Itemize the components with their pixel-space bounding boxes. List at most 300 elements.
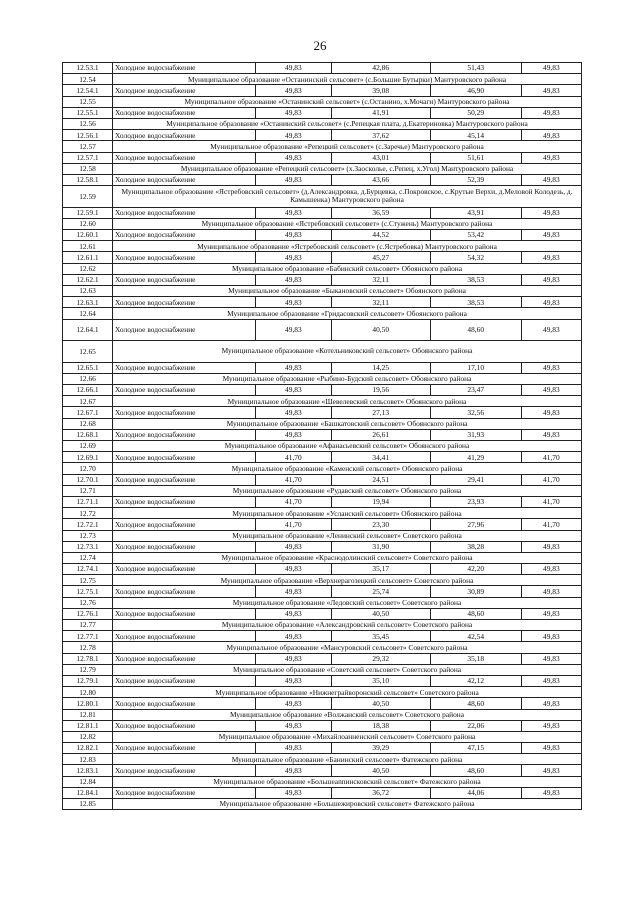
tariff-value-3: 48,60 [430,608,521,619]
tariff-value-3: 38,53 [430,297,521,308]
tariff-value-4: 49,83 [521,608,581,619]
service-name: Холодное водоснабжение [113,496,256,507]
municipality-title: Муниципальное образование «Бабинский сельсовет» Обоянского района [113,263,582,274]
tariff-value-2: 42,86 [331,63,430,74]
municipality-header-row [63,731,582,742]
municipality-title: Муниципальное образование «Шевелевский сельсовет» Обоянского района [113,396,582,407]
row-number: 12.57.1 [63,152,113,163]
table-row [63,274,582,285]
tariff-value-3: 45,14 [430,130,521,141]
municipality-header-row [63,74,582,85]
tariff-value-3: 41,29 [430,452,521,463]
row-number: 12.82.1 [63,743,113,754]
row-number: 12.84 [63,776,113,787]
tariff-value-1: 49,83 [256,174,332,185]
table-row [63,230,582,241]
table-row [63,720,582,731]
tariff-value-2: 43,01 [331,152,430,163]
tariff-value-3: 31,93 [430,429,521,440]
table-row [63,174,582,185]
municipality-title: Муниципальное образование «Усланский сельсовет» Обоянского района [113,508,582,519]
municipality-title: Муниципальное образование «Афанасьевский сельсовет» Обоянского района [113,441,582,452]
tariff-value-3: 43,91 [430,207,521,218]
service-name: Холодное водоснабжение [113,452,256,463]
service-name: Холодное водоснабжение [113,586,256,597]
tariff-value-1: 49,83 [256,429,332,440]
table-row [63,85,582,96]
tariff-value-2: 19,94 [331,496,430,507]
municipality-header-row [63,799,582,810]
tariff-value-2: 40,50 [331,765,430,776]
tariff-value-1: 49,83 [256,85,332,96]
row-number: 12.77 [63,620,113,631]
tariff-value-1: 49,83 [256,252,332,263]
service-name: Холодное водоснабжение [113,698,256,709]
municipality-title: Муниципальное образование «Мансуровский сельсовет» Советского района [113,642,582,653]
table-row [63,675,582,686]
table-row [63,63,582,74]
municipality-title: Муниципальное образование «Репецкий сельсовет» (х.Заосколье, с.Репец, х.Угол) Мантуровского района [113,163,582,174]
tariff-value-2: 45,27 [331,252,430,263]
tariff-value-2: 44,52 [331,230,430,241]
table-row [63,252,582,263]
tariff-value-1: 49,83 [256,63,332,74]
table-row [63,152,582,163]
tariff-value-1: 49,83 [256,107,332,118]
municipality-header-row [63,163,582,174]
row-number: 12.71.1 [63,496,113,507]
table-row [63,564,582,575]
tariff-value-4: 49,83 [521,297,581,308]
table-row [63,319,582,341]
tariff-value-4: 49,83 [521,385,581,396]
municipality-header-row [63,664,582,675]
tariff-value-1: 49,83 [256,743,332,754]
service-name: Холодное водоснабжение [113,319,256,341]
municipality-header-row [63,463,582,474]
tariff-value-1: 49,83 [256,541,332,552]
row-number: 12.83 [63,754,113,765]
row-number: 12.69.1 [63,452,113,463]
tariff-value-1: 49,83 [256,385,332,396]
municipality-header-row [63,575,582,586]
municipality-title: Муниципальное образование «Башкатовский сельсовет» Обоянского района [113,418,582,429]
table-row [63,130,582,141]
municipality-title: Муниципальное образование «Большежировский сельсовет» Фатежского района [113,799,582,810]
tariff-value-2: 35,17 [331,564,430,575]
municipality-header-row [63,218,582,229]
tariff-table-body [63,63,582,810]
tariff-value-3: 42,20 [430,564,521,575]
table-row [63,787,582,798]
tariff-value-2: 29,32 [331,653,430,664]
table-row [63,519,582,530]
row-number: 12.80.1 [63,698,113,709]
municipality-title: Муниципальное образование «Ястребовский сельсовет» (д.Александровка, д.Бурцевка, с.Покровское, с.Крутые Верхи, д.Меловой Колодезь, д. Камышенка) Мантуровского района [113,186,582,208]
row-number: 12.60.1 [63,230,113,241]
service-name: Холодное водоснабжение [113,274,256,285]
row-number: 12.54 [63,74,113,85]
tariff-value-2: 35,10 [331,675,430,686]
tariff-value-2: 39,08 [331,85,430,96]
row-number: 12.66 [63,373,113,384]
municipality-title: Муниципальное образование «Волжанский сельсовет» Советского района [113,709,582,720]
municipality-header-row [63,186,582,208]
row-number: 12.53.1 [63,63,113,74]
tariff-value-4: 49,83 [521,698,581,709]
table-row [63,653,582,664]
municipality-title: Муниципальное образование «Ястребовский сельсовет» (с.Стужень) Мантуровского района [113,218,582,229]
tariff-value-3: 29,41 [430,474,521,485]
row-number: 12.63.1 [63,297,113,308]
row-number: 12.73 [63,530,113,541]
municipality-title: Муниципальное образование «Ленинский сельсовет» Советского района [113,530,582,541]
tariff-value-3: 50,29 [430,107,521,118]
tariff-value-2: 32,11 [331,274,430,285]
tariff-value-1: 41,70 [256,452,332,463]
row-number: 12.84.1 [63,787,113,798]
tariff-value-1: 49,83 [256,787,332,798]
tariff-value-1: 49,83 [256,720,332,731]
row-number: 12.79 [63,664,113,675]
tariff-value-1: 49,83 [256,698,332,709]
tariff-value-1: 49,83 [256,319,332,341]
municipality-header-row [63,530,582,541]
municipality-title: Муниципальное образование «Репецкий сельсовет» (с.Заречье) Мантуровского района [113,141,582,152]
municipality-header-row [63,642,582,653]
tariff-value-1: 49,83 [256,152,332,163]
service-name: Холодное водоснабжение [113,407,256,418]
row-number: 12.75.1 [63,586,113,597]
row-number: 12.61.1 [63,252,113,263]
row-number: 12.78.1 [63,653,113,664]
municipality-header-row [63,418,582,429]
tariff-value-4: 49,83 [521,130,581,141]
tariff-value-2: 36,72 [331,787,430,798]
row-number: 12.68.1 [63,429,113,440]
municipality-title: Муниципальное образование «Советский сельсовет» Советского района [113,664,582,675]
tariff-value-4: 49,83 [521,653,581,664]
table-row [63,631,582,642]
tariff-value-3: 30,89 [430,586,521,597]
service-name: Холодное водоснабжение [113,130,256,141]
row-number: 12.75 [63,575,113,586]
tariff-value-4: 41,70 [521,452,581,463]
tariff-value-3: 48,60 [430,698,521,709]
tariff-value-1: 49,83 [256,653,332,664]
row-number: 12.56 [63,118,113,129]
service-name: Холодное водоснабжение [113,541,256,552]
tariff-value-4: 41,70 [521,474,581,485]
tariff-value-3: 48,60 [430,319,521,341]
tariff-value-4: 41,70 [521,519,581,530]
tariff-value-2: 31,90 [331,541,430,552]
municipality-header-row [63,96,582,107]
tariff-table [62,62,582,810]
tariff-value-2: 24,51 [331,474,430,485]
service-name: Холодное водоснабжение [113,720,256,731]
service-name: Холодное водоснабжение [113,297,256,308]
municipality-title: Муниципальное образование «Нижнеграйворонский сельсовет» Советского района [113,687,582,698]
row-number: 12.79.1 [63,675,113,686]
tariff-value-2: 35,45 [331,631,430,642]
service-name: Холодное водоснабжение [113,631,256,642]
municipality-header-row [63,263,582,274]
tariff-value-3: 52,39 [430,174,521,185]
row-number: 12.76 [63,597,113,608]
tariff-value-1: 49,83 [256,564,332,575]
tariff-value-4: 49,83 [521,174,581,185]
table-row [63,362,582,373]
municipality-header-row [63,687,582,698]
tariff-value-4: 49,83 [521,541,581,552]
row-number: 12.74 [63,552,113,563]
tariff-value-4: 41,70 [521,496,581,507]
row-number: 12.82 [63,731,113,742]
table-row [63,743,582,754]
row-number: 12.61 [63,241,113,252]
tariff-value-3: 42,12 [430,675,521,686]
tariff-value-2: 39,29 [331,743,430,754]
row-number: 12.81.1 [63,720,113,731]
tariff-value-3: 44,06 [430,787,521,798]
tariff-value-1: 49,83 [256,765,332,776]
service-name: Холодное водоснабжение [113,252,256,263]
row-number: 12.73.1 [63,541,113,552]
tariff-value-1: 49,83 [256,631,332,642]
tariff-value-3: 54,32 [430,252,521,263]
row-number: 12.64.1 [63,319,113,341]
table-row [63,452,582,463]
row-number: 12.62.1 [63,274,113,285]
tariff-value-2: 37,62 [331,130,430,141]
tariff-value-3: 51,61 [430,152,521,163]
municipality-header-row [63,552,582,563]
tariff-value-1: 49,83 [256,608,332,619]
municipality-title: Муниципальное образование «Котельниковский сельсовет» Обоянского района [113,341,582,363]
row-number: 12.72.1 [63,519,113,530]
tariff-value-3: 35,18 [430,653,521,664]
table-row [63,608,582,619]
municipality-header-row [63,485,582,496]
service-name: Холодное водоснабжение [113,474,256,485]
row-number: 12.81 [63,709,113,720]
tariff-value-2: 32,11 [331,297,430,308]
tariff-value-1: 49,83 [256,207,332,218]
row-number: 12.56.1 [63,130,113,141]
tariff-value-2: 40,50 [331,698,430,709]
municipality-title: Муниципальное образование «Верхнерагозецкий сельсовет» Советского района [113,575,582,586]
tariff-value-1: 49,83 [256,586,332,597]
page-number: 26 [313,38,327,53]
municipality-title: Муниципальное образование «Быкановский сельсовет» Обоянского района [113,285,582,296]
tariff-value-3: 23,47 [430,385,521,396]
municipality-header-row [63,241,582,252]
tariff-value-3: 38,28 [430,541,521,552]
row-number: 12.70.1 [63,474,113,485]
tariff-value-2: 43,66 [331,174,430,185]
tariff-value-1: 49,83 [256,675,332,686]
tariff-value-4: 49,83 [521,230,581,241]
row-number: 12.83.1 [63,765,113,776]
tariff-value-4: 49,83 [521,319,581,341]
tariff-value-1: 49,83 [256,230,332,241]
row-number: 12.85 [63,799,113,810]
municipality-title: Муниципальное образование «Останинский сельсовет» (с.Останино, х.Мочаги) Мантуровского района [113,96,582,107]
tariff-value-1: 49,83 [256,407,332,418]
tariff-value-4: 49,83 [521,362,581,373]
municipality-header-row [63,373,582,384]
municipality-header-row [63,620,582,631]
table-row [63,698,582,709]
tariff-value-3: 47,15 [430,743,521,754]
municipality-title: Муниципальное образование «Рыбино-Будский сельсовет» Обоянского района [113,373,582,384]
service-name: Холодное водоснабжение [113,519,256,530]
service-name: Холодное водоснабжение [113,107,256,118]
municipality-header-row [63,597,582,608]
municipality-header-row [63,776,582,787]
municipality-title: Муниципальное образование «Рудавский сельсовет» Обоянского района [113,485,582,496]
service-name: Холодное водоснабжение [113,675,256,686]
row-number: 12.58.1 [63,174,113,185]
municipality-header-row [63,141,582,152]
tariff-value-1: 41,70 [256,496,332,507]
row-number: 12.65.1 [63,362,113,373]
municipality-title: Муниципальное образование «Александровский сельсовет» Советского района [113,620,582,631]
row-number: 12.78 [63,642,113,653]
tariff-value-1: 49,83 [256,130,332,141]
table-row [63,207,582,218]
table-row [63,541,582,552]
municipality-header-row [63,709,582,720]
row-number: 12.62 [63,263,113,274]
row-number: 12.58 [63,163,113,174]
municipality-title: Муниципальное образование «Михайлоанненский сельсовет» Советского района [113,731,582,742]
tariff-value-3: 32,56 [430,407,521,418]
row-number: 12.72 [63,508,113,519]
service-name: Холодное водоснабжение [113,787,256,798]
tariff-value-3: 27,96 [430,519,521,530]
service-name: Холодное водоснабжение [113,653,256,664]
service-name: Холодное водоснабжение [113,385,256,396]
tariff-value-4: 49,83 [521,274,581,285]
row-number: 12.66.1 [63,385,113,396]
table-row [63,297,582,308]
tariff-value-4: 49,83 [521,85,581,96]
tariff-value-1: 49,83 [256,362,332,373]
municipality-header-row [63,754,582,765]
municipality-title: Муниципальное образование «Останинский сельсовет» (с.Репецкая плата, д.Екатериновка) Мантуровского района [113,118,582,129]
tariff-value-3: 17,10 [430,362,521,373]
tariff-value-4: 49,83 [521,407,581,418]
tariff-value-3: 42,54 [430,631,521,642]
municipality-header-row [63,508,582,519]
municipality-header-row [63,396,582,407]
service-name: Холодное водоснабжение [113,608,256,619]
municipality-header-row [63,341,582,363]
tariff-value-2: 26,61 [331,429,430,440]
tariff-value-3: 48,60 [430,765,521,776]
tariff-value-3: 23,93 [430,496,521,507]
municipality-header-row [63,285,582,296]
row-number: 12.80 [63,687,113,698]
service-name: Холодное водоснабжение [113,765,256,776]
tariff-value-1: 41,70 [256,474,332,485]
tariff-value-4: 49,83 [521,720,581,731]
table-row [63,407,582,418]
row-number: 12.69 [63,441,113,452]
row-number: 12.76.1 [63,608,113,619]
row-number: 12.67.1 [63,407,113,418]
tariff-value-2: 36,59 [331,207,430,218]
tariff-value-4: 49,83 [521,207,581,218]
tariff-value-4: 49,83 [521,564,581,575]
row-number: 12.77.1 [63,631,113,642]
row-number: 12.70 [63,463,113,474]
row-number: 12.68 [63,418,113,429]
municipality-header-row [63,308,582,319]
tariff-value-1: 49,83 [256,274,332,285]
tariff-value-3: 46,90 [430,85,521,96]
row-number: 12.55 [63,96,113,107]
table-row [63,474,582,485]
row-number: 12.71 [63,485,113,496]
table-row [63,107,582,118]
service-name: Холодное водоснабжение [113,230,256,241]
municipality-title: Муниципальное образование «Банинский сельсовет» Фатежского района [113,754,582,765]
municipality-title: Муниципальное образование «Каменский сельсовет» Обоянского района [113,463,582,474]
tariff-value-2: 34,41 [331,452,430,463]
municipality-header-row [63,441,582,452]
service-name: Холодное водоснабжение [113,429,256,440]
service-name: Холодное водоснабжение [113,743,256,754]
tariff-value-2: 14,25 [331,362,430,373]
municipality-header-row [63,118,582,129]
tariff-value-4: 49,83 [521,152,581,163]
table-row [63,586,582,597]
tariff-value-4: 49,83 [521,743,581,754]
municipality-title: Муниципальное образование «Краснодолинский сельсовет» Советского района [113,552,582,563]
row-number: 12.64 [63,308,113,319]
row-number: 12.57 [63,141,113,152]
tariff-value-2: 18,38 [331,720,430,731]
tariff-value-2: 19,56 [331,385,430,396]
tariff-value-4: 49,83 [521,63,581,74]
tariff-value-2: 25,74 [331,586,430,597]
municipality-title: Муниципальное образование «Большеannинсковский сельсовет» Фатежского района [113,776,582,787]
tariff-value-4: 49,83 [521,107,581,118]
row-number: 12.63 [63,285,113,296]
tariff-value-1: 49,83 [256,297,332,308]
tariff-value-2: 41,91 [331,107,430,118]
tariff-value-4: 49,83 [521,675,581,686]
row-number: 12.65 [63,341,113,363]
tariff-value-2: 40,50 [331,319,430,341]
tariff-value-2: 27,13 [331,407,430,418]
row-number: 12.55.1 [63,107,113,118]
tariff-value-4: 49,83 [521,787,581,798]
municipality-title: Муниципальное образование «Ледовский сельсовет» Советского района [113,597,582,608]
service-name: Холодное водоснабжение [113,207,256,218]
tariff-value-3: 53,42 [430,230,521,241]
row-number: 12.74.1 [63,564,113,575]
tariff-value-3: 22,06 [430,720,521,731]
municipality-title: Муниципальное образование «Останинский сельсовет» (с.Большие Бутырки) Мантуровского района [113,74,582,85]
tariff-value-4: 49,83 [521,429,581,440]
row-number: 12.60 [63,218,113,229]
tariff-value-3: 38,53 [430,274,521,285]
row-number: 12.54.1 [63,85,113,96]
